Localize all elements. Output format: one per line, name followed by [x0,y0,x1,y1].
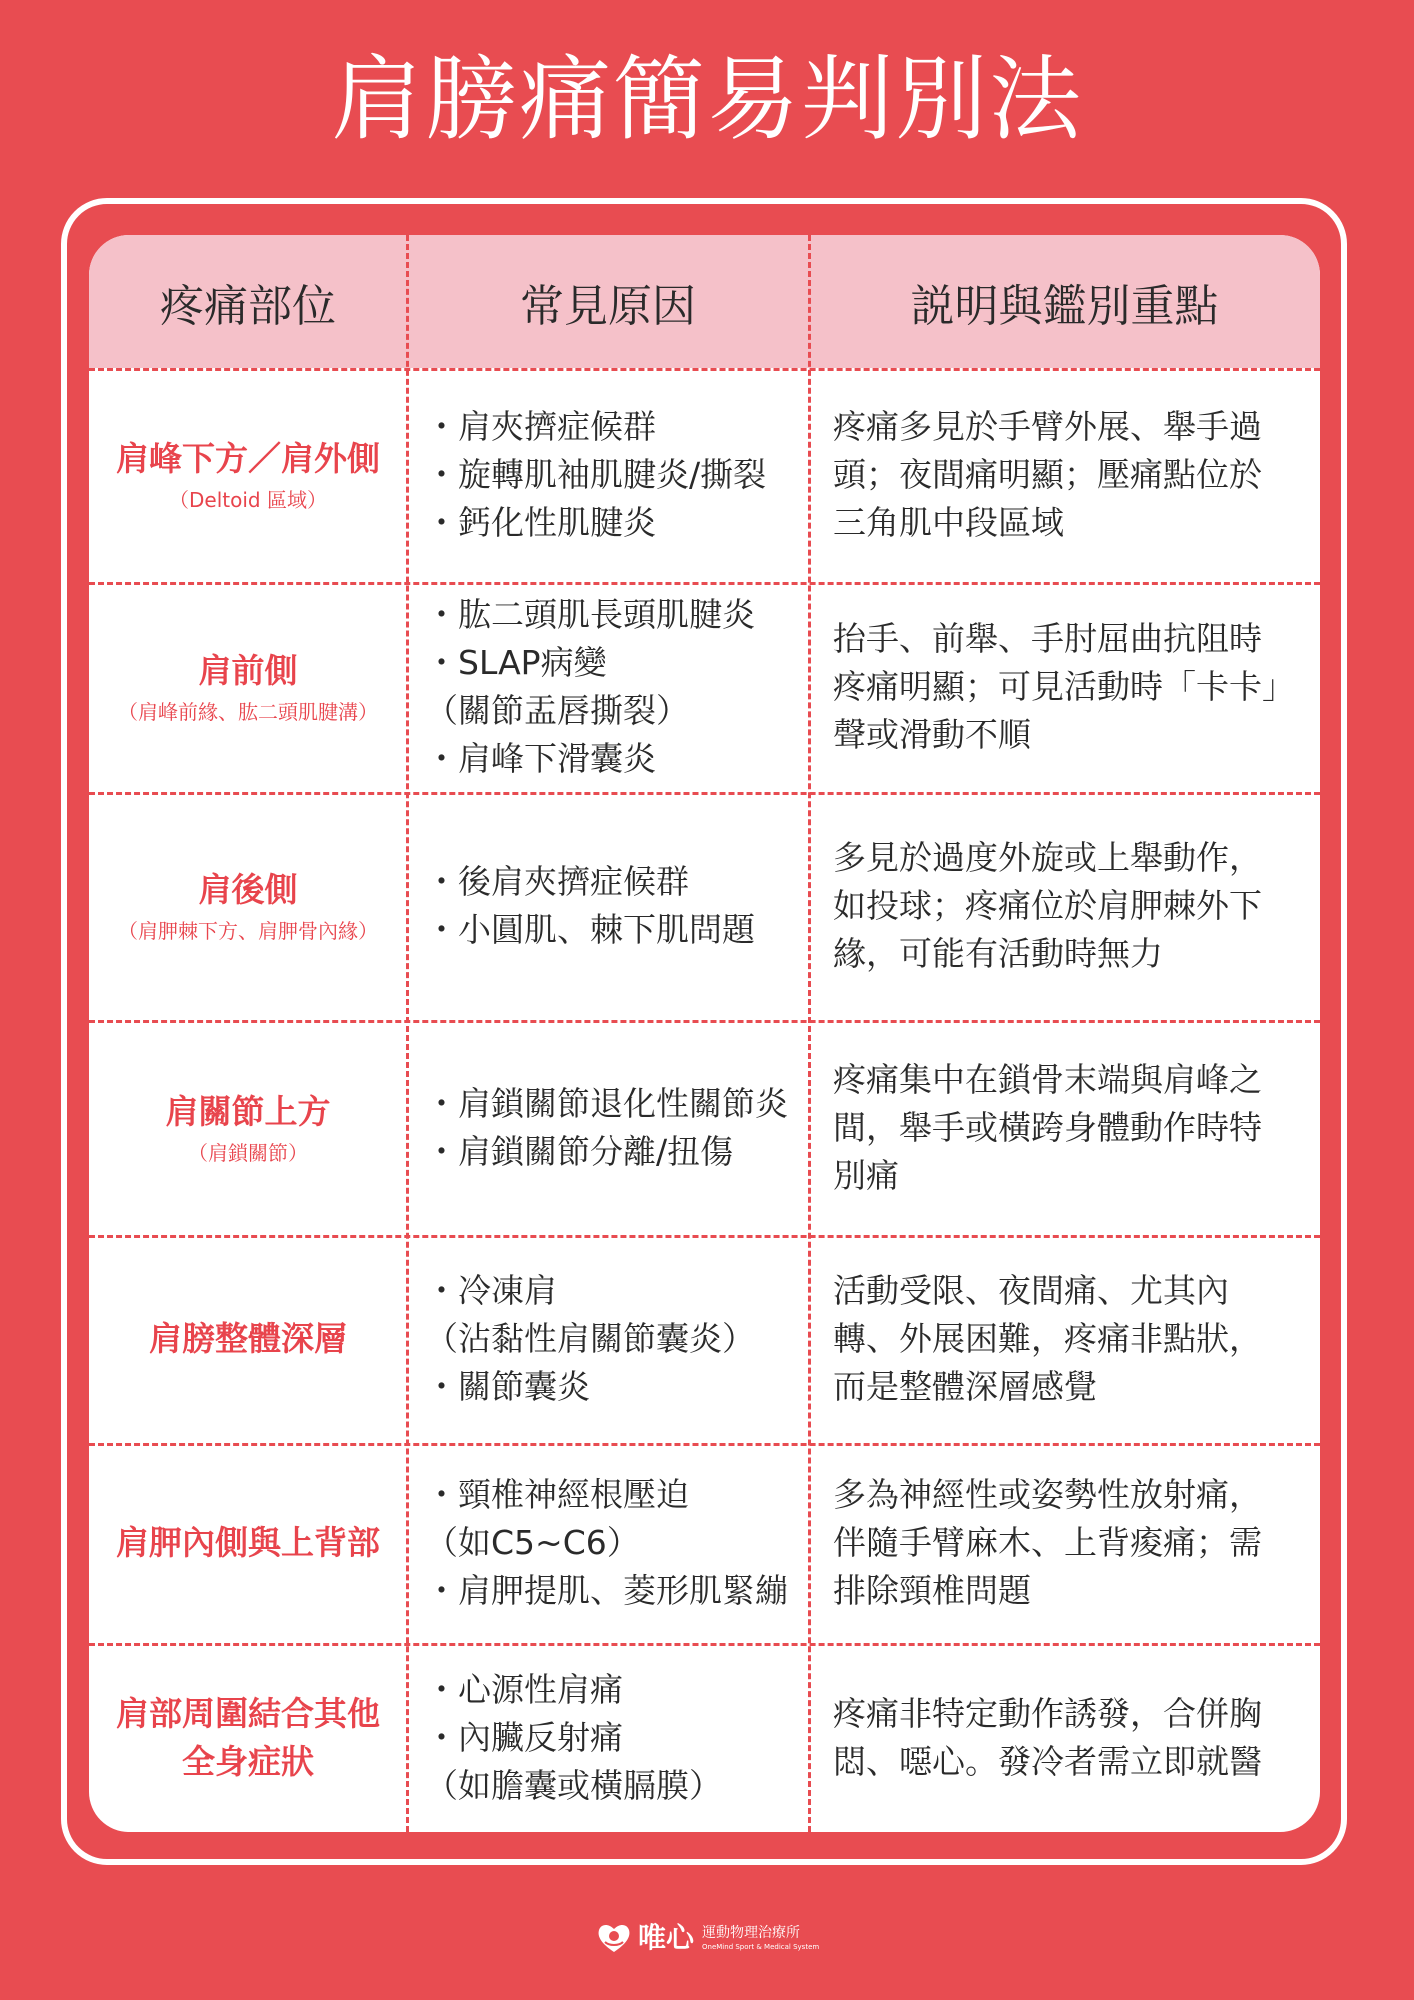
location-sublabel: （肩峰前緣、肱二頭肌腱溝） [118,700,378,724]
note-line: 悶、噁心。發冷者需立即就醫 [833,1741,1262,1781]
location-sublabel: （Deltoid 區域） [169,488,327,512]
cause-item: （如膽囊或橫膈膜） [425,1765,722,1805]
cause-item: ・ 旋轉肌袖肌腱炎/撕裂 [425,451,809,499]
cause-item: ・ 內臟反射痛 [425,1714,809,1762]
cause-item: ・ 後肩夾擠症候群 [425,858,809,906]
note-line: 聲或滑動不順 [833,715,1031,754]
note-line: 疼痛多見於手臂外展、舉手過 [833,407,1262,446]
logo-english-name: OneMind Sport & Medical System [702,1943,820,1951]
cause-item: ・ 肩鎖關節退化性關節炎 [425,1080,809,1128]
causes-cell [407,368,809,582]
note-line: 而是整體深層感覺 [833,1367,1097,1406]
causes-cell [407,1443,809,1643]
note-line: 別痛 [833,1155,899,1195]
diagnosis-table [89,235,1320,1832]
location-cell [89,1020,407,1235]
notes-cell [809,368,1320,582]
location-label: 肩峰下方／肩外側 [116,439,380,478]
location-label: 肩前側 [198,651,298,690]
cause-item: ・ 關節囊炎 [425,1363,809,1411]
row-divider [89,1643,1320,1646]
note-line: 間，舉手或橫跨身體動作時特 [833,1107,1262,1147]
cause-item: （關節盂唇撕裂） [425,691,689,730]
logo-chinese-name: 運動物理治療所 [702,1925,801,1941]
note-line: 疼痛非特定動作誘發，合併胸 [833,1693,1262,1733]
table-row [89,1643,1320,1832]
note-line: 多為神經性或姿勢性放射痛， [833,1475,1262,1514]
causes-cell [407,1643,809,1832]
note-line: 疼痛集中在鎖骨末端與肩峰之 [833,1059,1262,1099]
note-line: 多見於過度外旋或上舉動作， [833,838,1262,877]
note-line: 三角肌中段區域 [833,503,1064,542]
column-divider [406,235,409,1832]
header-causes: 常見原因 [520,280,696,332]
causes-cell [407,792,809,1020]
notes-cell [809,1643,1320,1832]
header-notes: 説明與鑑別重點 [910,280,1219,332]
note-line: 排除頸椎問題 [833,1571,1031,1610]
cause-item: ・ 心源性肩痛 [425,1666,809,1714]
notes-cell [809,792,1320,1020]
cause-item: （如C5~C6） [425,1523,640,1562]
cause-item: （沾黏性肩關節囊炎） [425,1319,755,1358]
column-divider [808,235,811,1832]
page-title: 肩膀痛簡易判別法 [330,46,1083,153]
note-line: 抬手、前舉、手肘屈曲抗阻時 [833,619,1262,658]
header-location: 疼痛部位 [160,280,336,332]
table-row [89,1443,1320,1643]
row-divider [89,792,1320,795]
note-line: 如投球；疼痛位於肩胛棘外下 [833,886,1262,925]
note-line: 活動受限、夜間痛、尤其內 [833,1271,1229,1310]
location-sublabel: （肩胛棘下方、肩胛骨內緣） [118,919,378,943]
note-line: 緣，可能有活動時無力 [833,934,1163,973]
row-divider [89,1443,1320,1446]
row-divider [89,1235,1320,1238]
location-cell [89,1443,407,1643]
logo-text [702,1924,819,1952]
causes-cell [407,582,809,792]
row-divider [89,368,1320,371]
note-line: 伴隨手臂麻木、上背痠痛；需 [833,1523,1262,1562]
cause-item: ・ 肩峰下滑囊炎 [425,735,809,783]
table-row [89,1020,1320,1235]
location-cell [89,1643,407,1832]
cause-item: ・ SLAP病變 [425,639,809,687]
cause-item: ・ 鈣化性肌腱炎 [425,499,809,547]
cause-item: ・ 冷凍肩 [425,1267,809,1315]
cause-item: ・ 肩胛提肌、菱形肌緊繃 [425,1567,809,1615]
location-sublabel: （肩鎖關節） [188,1140,308,1165]
location-label: 肩部周圍結合其他 [116,1693,380,1733]
location-label: 肩關節上方 [165,1091,331,1131]
cause-item: ・ 小圓肌、棘下肌問題 [425,906,809,954]
location-cell [89,368,407,582]
causes-cell [407,1235,809,1443]
notes-cell [809,1235,1320,1443]
location-cell [89,792,407,1020]
table-row [89,792,1320,1020]
note-line: 頭；夜間痛明顯；壓痛點位於 [833,455,1262,494]
row-divider [89,582,1320,585]
location-label: 肩胛內側與上背部 [116,1523,380,1562]
location-cell [89,1235,407,1443]
cause-item: ・ 肩鎖關節分離/扭傷 [425,1128,809,1176]
location-label: 肩膀整體深層 [149,1319,347,1358]
location-label-line2: 全身症狀 [182,1741,314,1781]
cause-item: ・ 頸椎神經根壓迫 [425,1471,809,1519]
location-cell [89,582,407,792]
cause-item: ・ 肱二頭肌長頭肌腱炎 [425,591,809,639]
note-line: 疼痛明顯；可見活動時「卡卡」 [833,667,1295,706]
notes-cell [809,1020,1320,1235]
table-header [89,235,1320,368]
notes-cell [809,1443,1320,1643]
table-row [89,1235,1320,1443]
logo-name: 唯心 [638,1921,695,1954]
heart-hands-icon [596,1922,632,1954]
table-row [89,368,1320,582]
row-divider [89,1020,1320,1023]
notes-cell [809,582,1320,792]
table-row [89,582,1320,792]
clinic-logo [596,1918,819,1958]
causes-cell [407,1020,809,1235]
location-label: 肩後側 [198,870,298,909]
note-line: 轉、外展困難，疼痛非點狀， [833,1319,1262,1358]
cause-item: ・ 肩夾擠症候群 [425,403,809,451]
